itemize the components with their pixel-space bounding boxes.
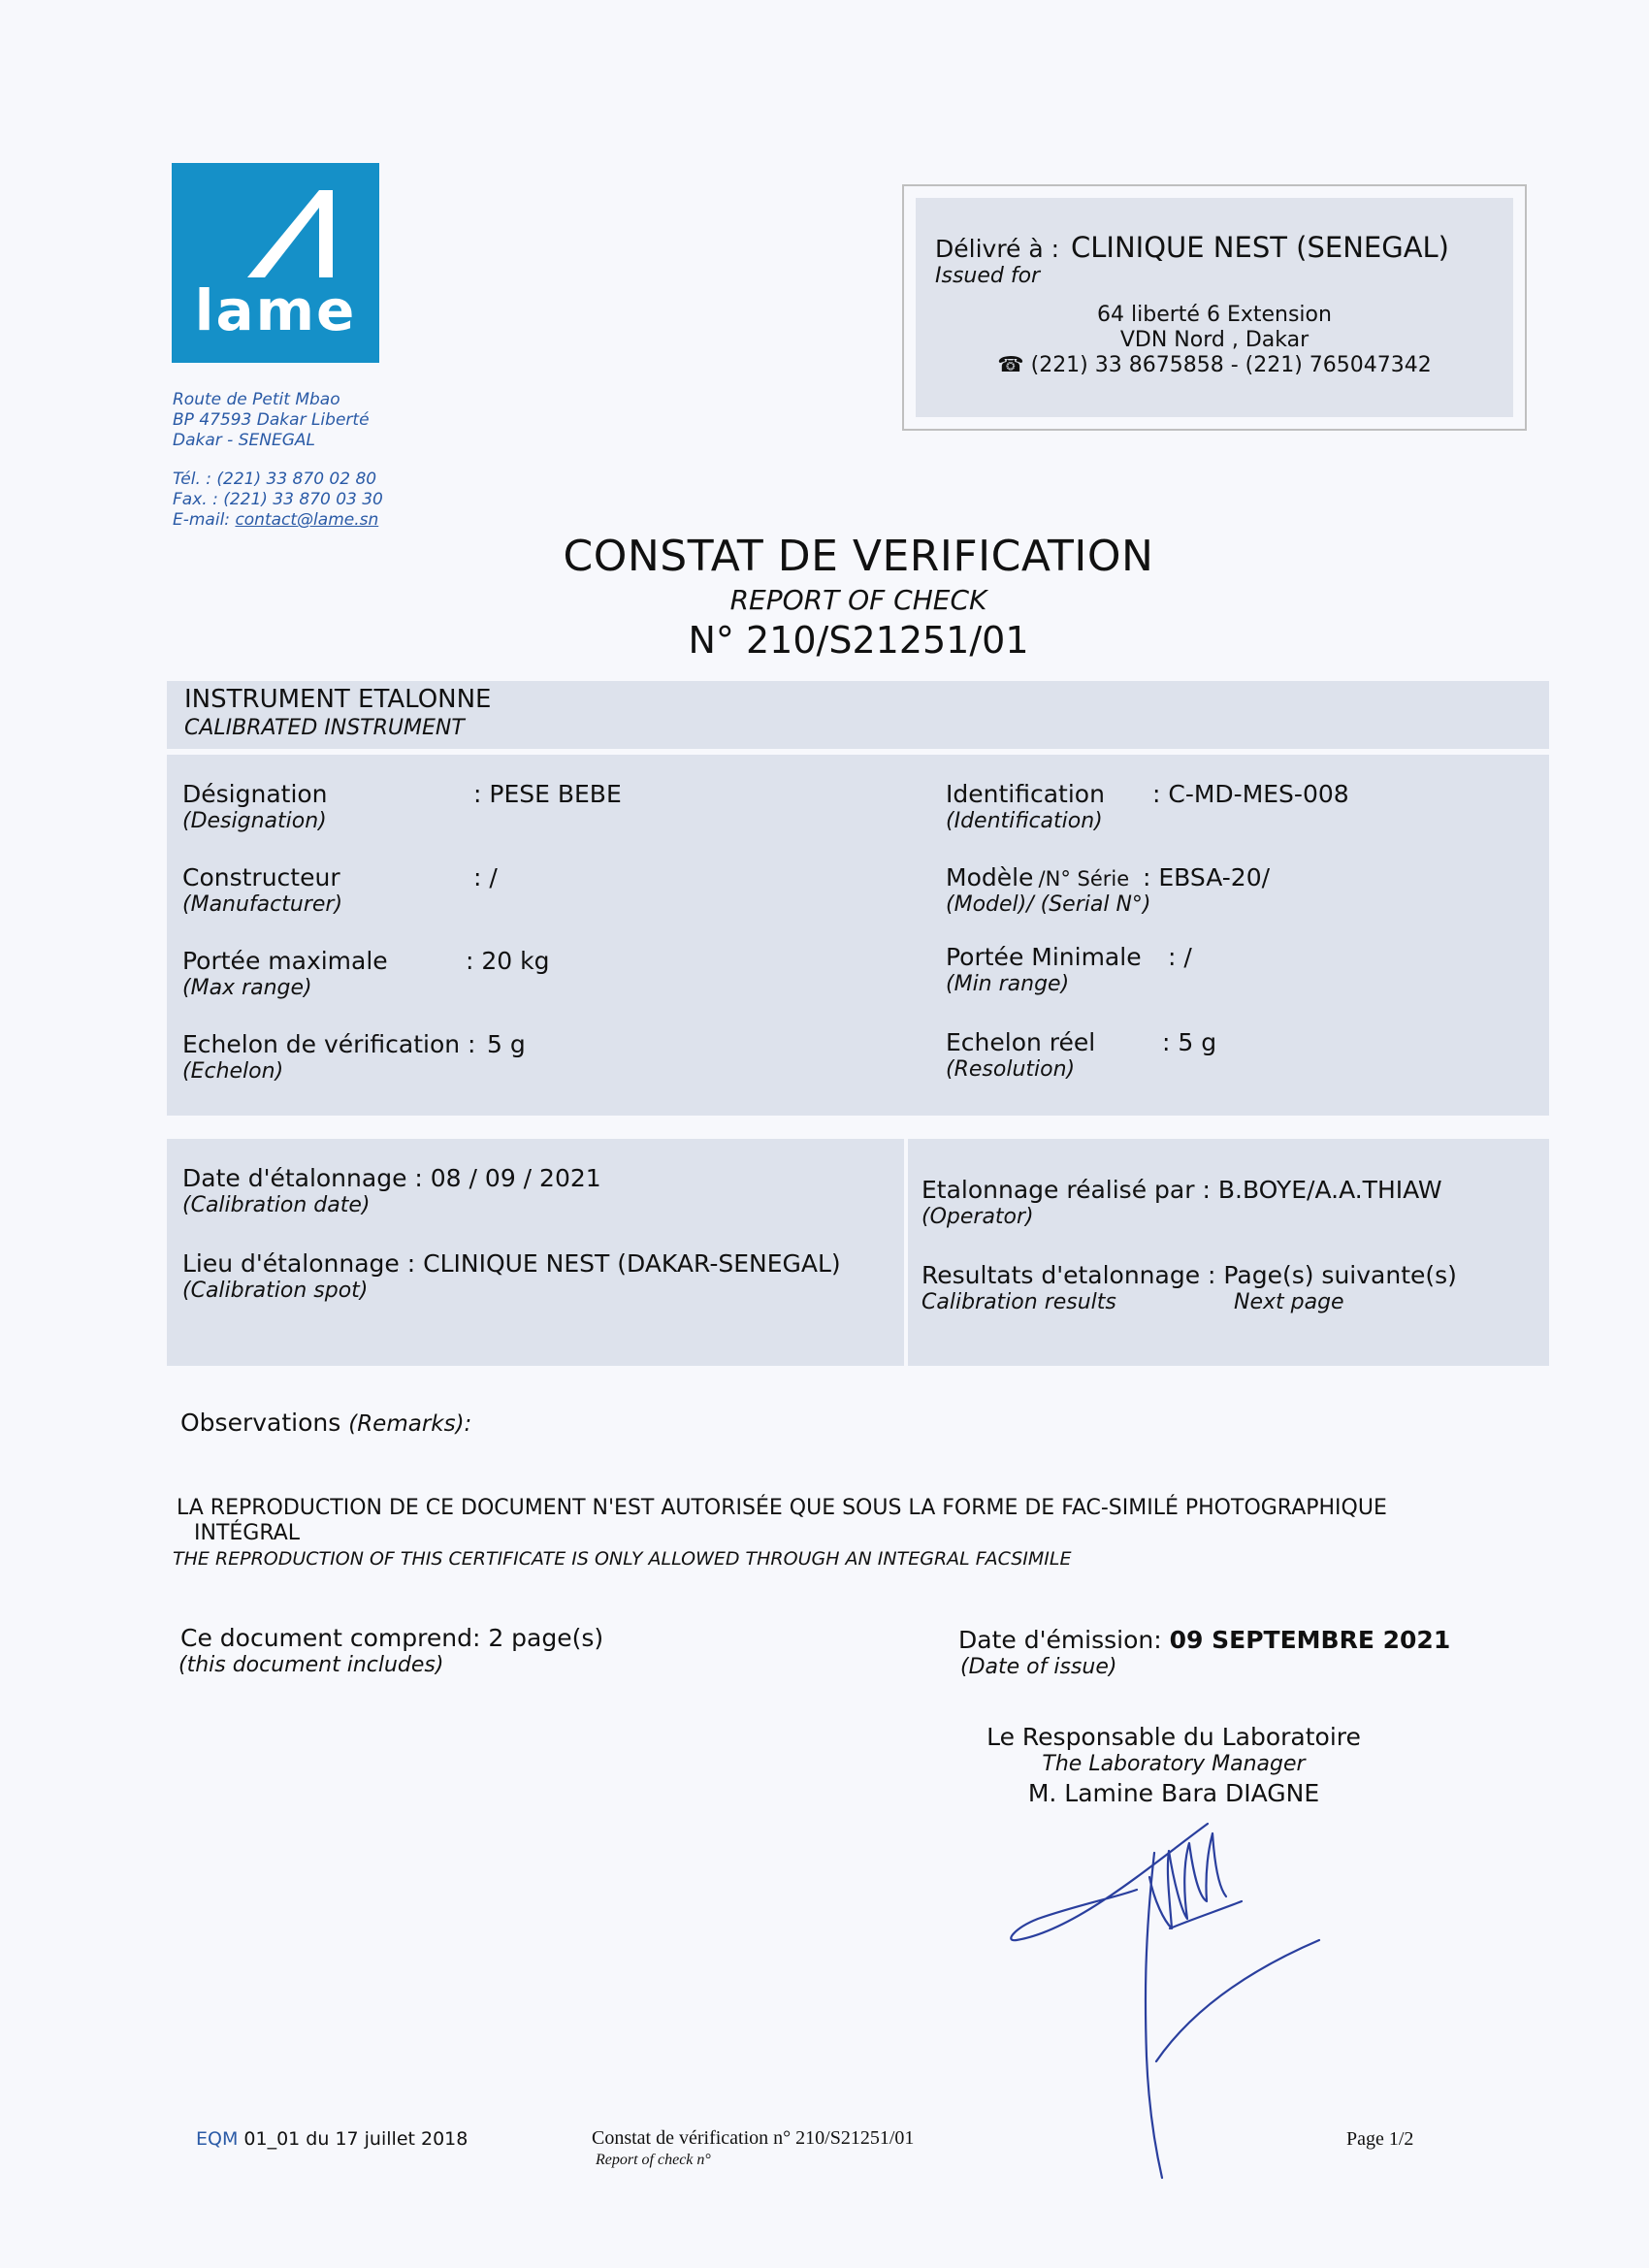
portee-max-label-en: (Max range) bbox=[182, 976, 312, 1000]
designation-label-en: (Designation) bbox=[182, 809, 327, 833]
calibration-place-label-en: (Calibration spot) bbox=[182, 1279, 369, 1303]
telephone-icon: ☎ bbox=[997, 353, 1024, 377]
phone-number: Tél. : (221) 33 870 02 80 bbox=[173, 470, 377, 489]
echelon-value: 5 g bbox=[487, 1030, 526, 1058]
footer-document-ref-en: Report of check n° bbox=[596, 2152, 711, 2168]
footer-eqm-rest: 01_01 du 17 juillet 2018 bbox=[243, 2128, 469, 2150]
footer-eqm-prefix: EQM bbox=[196, 2128, 239, 2150]
operator-line bbox=[922, 1176, 1442, 1204]
echelon-reel-label-en: (Resolution) bbox=[946, 1057, 1076, 1082]
portee-min-label: Portée Minimale bbox=[946, 943, 1142, 971]
calibration-date-place bbox=[167, 1139, 904, 1366]
issued-client: CLINIQUE NEST (SENEGAL) bbox=[1071, 231, 1449, 264]
company-contact bbox=[173, 470, 383, 531]
identification-label-en: (Identification) bbox=[946, 809, 1103, 833]
document-number: N° 210/S21251/01 bbox=[688, 619, 1029, 662]
identification-label: Identification bbox=[946, 780, 1105, 808]
constructeur-label-en: (Manufacturer) bbox=[182, 892, 343, 917]
echelon-reel-value: : 5 g bbox=[1162, 1028, 1217, 1056]
results-value: Page(s) suivante(s) bbox=[1223, 1261, 1457, 1289]
calibration-date-value: 08 / 09 / 2021 bbox=[430, 1164, 601, 1192]
designation-label: Désignation bbox=[182, 780, 328, 808]
logo-text: lame bbox=[194, 277, 357, 343]
pages-label-en: (this document includes) bbox=[178, 1653, 444, 1677]
portee-min-value: : / bbox=[1168, 943, 1192, 971]
address-line: Route de Petit Mbao bbox=[173, 390, 340, 409]
designation-value: : PESE BEBE bbox=[473, 780, 622, 808]
issue-date-line bbox=[958, 1626, 1450, 1654]
issue-date-value: 09 SEPTEMBRE 2021 bbox=[1169, 1626, 1451, 1654]
address-line: Dakar - SENEGAL bbox=[173, 431, 315, 450]
issued-phone-line bbox=[916, 353, 1513, 377]
issued-address-line1: 64 liberté 6 Extension bbox=[1097, 303, 1332, 327]
calibration-place-value: CLINIQUE NEST (DAKAR-SENEGAL) bbox=[423, 1249, 841, 1278]
echelon-reel-label: Echelon réel bbox=[946, 1028, 1096, 1056]
lame-logo bbox=[172, 163, 379, 363]
document-subtitle: REPORT OF CHECK bbox=[729, 584, 987, 616]
observations-label: Observations bbox=[180, 1409, 341, 1437]
calibration-operator-results bbox=[908, 1139, 1549, 1366]
issued-label-en: Issued for bbox=[935, 264, 1041, 288]
operator-label-en: (Operator) bbox=[922, 1205, 1034, 1229]
pages-label: Ce document comprend: bbox=[180, 1624, 481, 1652]
pages-line bbox=[180, 1624, 603, 1652]
instrument-details bbox=[167, 755, 1549, 1116]
issued-address-line2: VDN Nord , Dakar bbox=[1119, 328, 1310, 352]
echelon-label-en: (Echelon) bbox=[182, 1059, 284, 1084]
calibration-date-label-en: (Calibration date) bbox=[182, 1193, 371, 1217]
fax-number: Fax. : (221) 33 870 03 30 bbox=[173, 490, 383, 509]
signatory-name: M. Lamine Bara DIAGNE bbox=[1027, 1779, 1320, 1807]
issued-for-panel bbox=[916, 198, 1513, 417]
portee-max-value: : 20 kg bbox=[466, 947, 550, 975]
operator-label: Etalonnage réalisé par : bbox=[922, 1176, 1211, 1204]
document-title: CONSTAT DE VERIFICATION bbox=[563, 532, 1154, 581]
echelon-label: Echelon de vérification : bbox=[182, 1030, 476, 1058]
identification-value: : C-MD-MES-008 bbox=[1152, 780, 1349, 808]
calibration-date-label: Date d'étalonnage : bbox=[182, 1164, 423, 1192]
serie-label: /N° Série bbox=[1038, 867, 1130, 891]
portee-min-label-en: (Min range) bbox=[946, 972, 1070, 996]
footer-form-code bbox=[196, 2128, 468, 2150]
portee-max-label: Portée maximale bbox=[182, 947, 388, 975]
modele-value: : EBSA-20/ bbox=[1143, 863, 1271, 891]
email-line bbox=[173, 510, 383, 531]
operator-value: B.BOYE/A.A.THIAW bbox=[1217, 1176, 1442, 1204]
issue-date-label: Date d'émission: bbox=[958, 1626, 1162, 1654]
results-line bbox=[922, 1261, 1457, 1289]
calibration-place-label: Lieu d'étalonnage : bbox=[182, 1249, 416, 1278]
results-label-en: Calibration results bbox=[922, 1290, 1116, 1314]
email-link[interactable]: contact@lame.sn bbox=[235, 510, 379, 530]
reproduction-notice-en: THE REPRODUCTION OF THIS CERTIFICATE IS ONLY ALLOWED THROUGH AN INTEGRAL FACSIMILE bbox=[173, 1548, 1072, 1570]
issued-label: Délivré à : bbox=[935, 235, 1060, 263]
issued-phone: (221) 33 8675858 - (221) 765047342 bbox=[1030, 353, 1432, 377]
reproduction-notice-fr-line1: LA REPRODUCTION DE CE DOCUMENT N'EST AUTORISÉE QUE SOUS LA FORME DE FAC-SIMILÉ PHOTOGRAPHIQUE bbox=[177, 1496, 1387, 1520]
modele-label-group bbox=[946, 863, 1129, 891]
constructeur-value: : / bbox=[473, 863, 498, 891]
issued-for-box bbox=[902, 184, 1527, 431]
observations-label-en: (Remarks): bbox=[348, 1411, 472, 1437]
instrument-header bbox=[167, 681, 1549, 749]
results-label: Resultats d'etalonnage : bbox=[922, 1261, 1216, 1289]
modele-label-en: (Model)/ (Serial N°) bbox=[946, 892, 1151, 917]
observations bbox=[180, 1409, 471, 1437]
instrument-header-title-en: CALIBRATED INSTRUMENT bbox=[184, 716, 465, 740]
constructeur-label: Constructeur bbox=[182, 863, 340, 891]
signature-icon bbox=[999, 1804, 1329, 2192]
address-line: BP 47593 Dakar Liberté bbox=[173, 410, 370, 430]
footer-document-ref: Constat de vérification n° 210/S21251/01 bbox=[592, 2127, 915, 2149]
reproduction-notice-fr-line2: INTÉGRAL bbox=[194, 1521, 301, 1545]
pages-value: 2 page(s) bbox=[488, 1624, 604, 1652]
signatory-title: Le Responsable du Laboratoire bbox=[986, 1723, 1361, 1751]
company-address bbox=[173, 390, 370, 451]
issue-date-label-en: (Date of issue) bbox=[960, 1655, 1117, 1679]
calibration-date-line bbox=[182, 1164, 601, 1192]
footer-page-number: Page 1/2 bbox=[1346, 2128, 1414, 2150]
calibration-place-line bbox=[182, 1249, 841, 1278]
email-label: E-mail: bbox=[173, 510, 236, 530]
instrument-header-title: INSTRUMENT ETALONNE bbox=[184, 685, 492, 714]
results-value-en: Next page bbox=[1234, 1290, 1344, 1314]
modele-label: Modèle bbox=[946, 863, 1034, 891]
signatory-title-en: The Laboratory Manager bbox=[1042, 1752, 1306, 1776]
